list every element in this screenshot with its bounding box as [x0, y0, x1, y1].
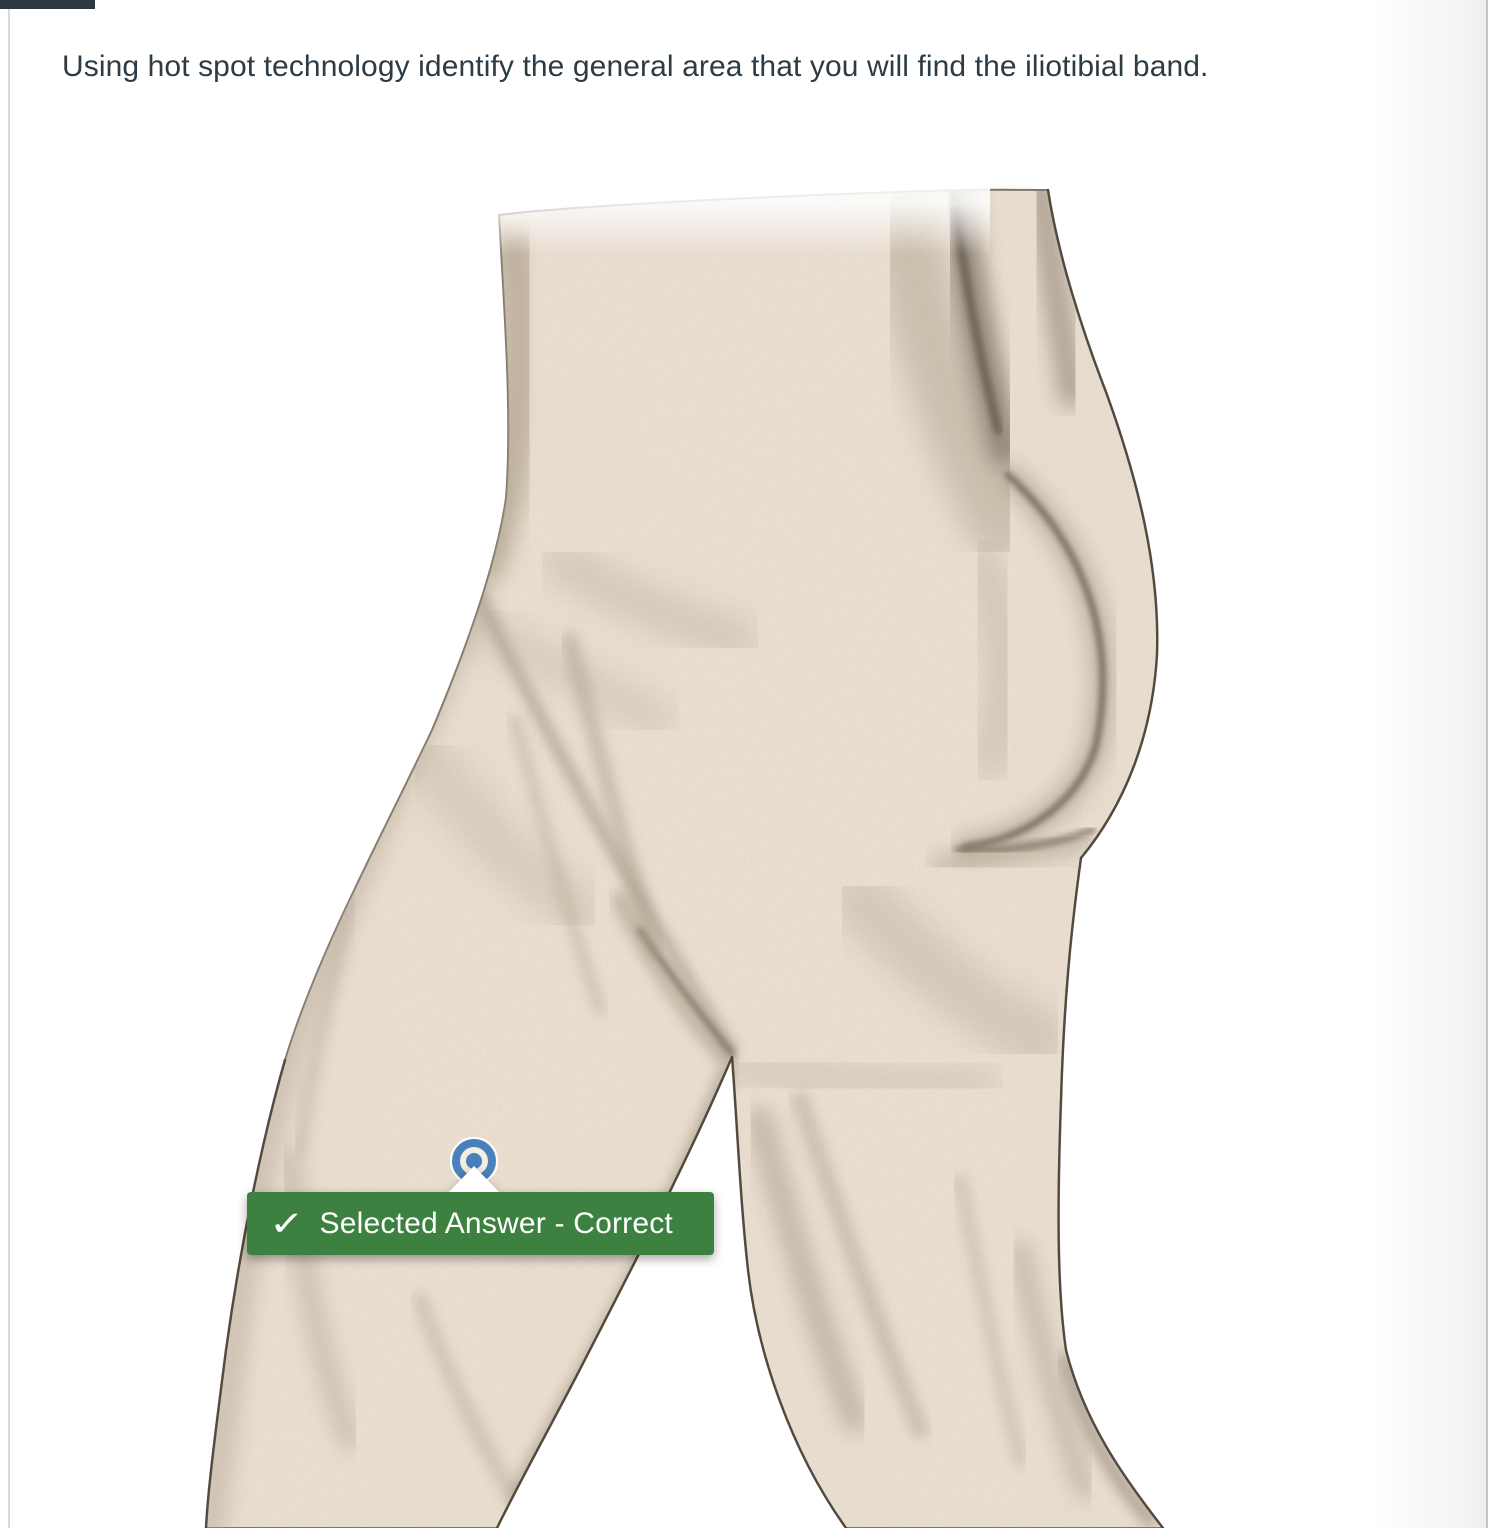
panel-left-border: [8, 0, 10, 1528]
check-icon: ✓: [269, 1204, 305, 1243]
tooltip-label: Selected Answer - Correct: [319, 1206, 673, 1240]
question-text: Using hot spot technology identify the general area that you will find the iliotibial band.: [62, 50, 1209, 83]
panel-right-border: [1486, 0, 1488, 1528]
tooltip-caret: [447, 1166, 501, 1194]
top-fade: [430, 140, 990, 255]
panel-right-shadow: [1368, 0, 1488, 1528]
top-left-tab-fragment: [0, 0, 95, 9]
tooltip-body: [247, 1192, 714, 1255]
